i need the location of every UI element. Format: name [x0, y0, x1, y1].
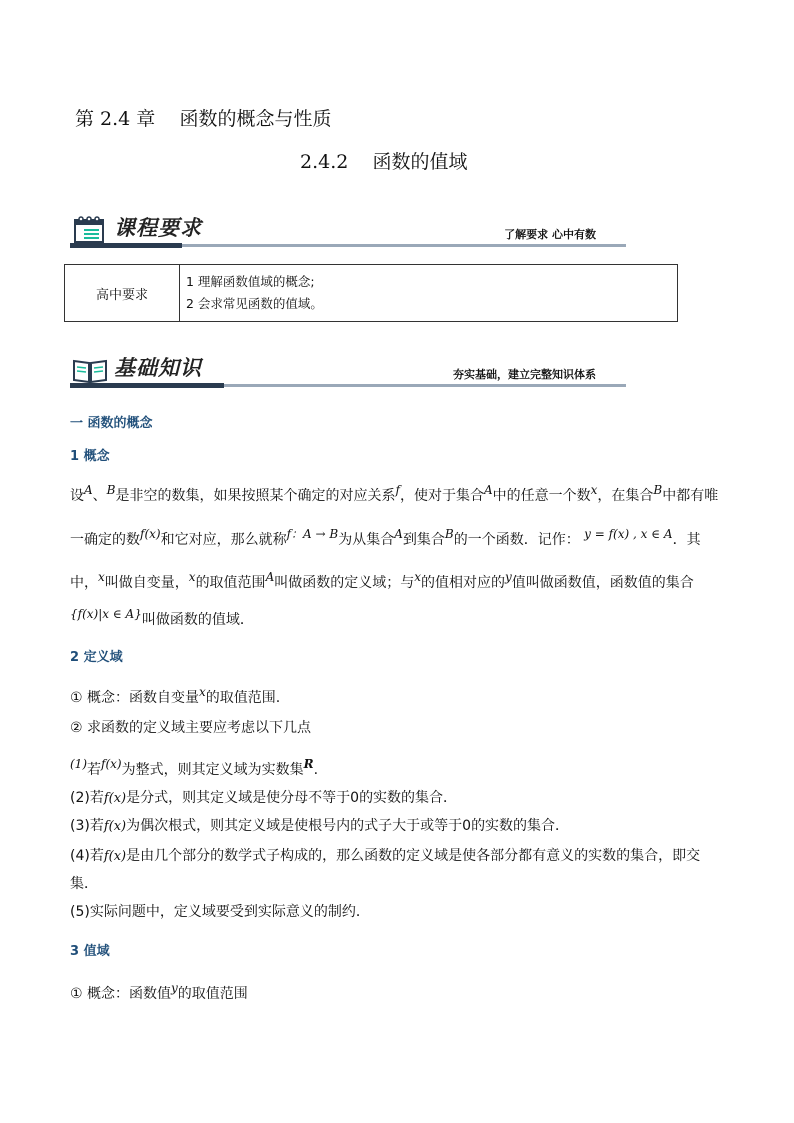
section-title: 2.4.2 函数的值域	[300, 151, 468, 173]
banner-basic-knowledge	[70, 350, 626, 392]
requirements-table	[64, 264, 678, 322]
concept-line: ① 概念：函数值y的取值范围	[70, 981, 248, 1002]
rule-item: (3)若f(x)为偶次根式，则其定义域是使根号内的式子大于或等于0的实数的集合．	[70, 818, 570, 834]
banner-course-requirements	[70, 210, 626, 252]
section-heading: 一 函数的概念	[70, 416, 153, 431]
banner-bar	[70, 383, 224, 388]
banner-slogan: 了解要求 心中有数	[504, 228, 596, 241]
chapter-title: 第 2.4 章 函数的概念与性质	[75, 108, 332, 130]
concept-line: ① 概念：函数自变量x的取值范围.	[70, 685, 281, 706]
paragraph-line: 中，x叫做自变量，x的取值范围A叫做函数的定义域；与x的值相对应的y值叫做函数值，函数值的集合	[70, 570, 694, 591]
concept-line: ② 求函数的定义域主要应考虑以下几点	[70, 720, 311, 736]
rule-item: (2)若f(x)是分式，则其定义域是使分母不等于0的实数的集合．	[70, 790, 458, 806]
rule-item: (5)实际问题中，定义域要受到实际意义的制约．	[70, 904, 370, 920]
requirement-item: 1 理解函数值域的概念;	[186, 274, 315, 289]
banner-bar-light	[224, 384, 626, 387]
requirements-label: 高中要求	[65, 265, 180, 322]
subsection-heading: 3 值域	[70, 944, 110, 959]
paragraph-line: 设A、B是非空的数集，如果按照某个确定的对应关系f，使对于集合A中的任意一个数x，在集合B中都有唯	[70, 483, 719, 504]
subsection-heading: 1 概念	[70, 449, 110, 464]
banner-slogan: 夯实基础，建立完整知识体系	[453, 368, 596, 381]
banner-title: 基础知识	[114, 356, 202, 380]
open-book-icon	[72, 356, 108, 384]
requirement-item: 2 会求常见函数的值域。	[186, 296, 323, 311]
subsection-heading: 2 定义域	[70, 650, 123, 665]
banner-bar-light	[182, 244, 626, 247]
banner-bar	[70, 243, 182, 248]
rule-item: (4)若f(x)是由几个部分的数学式子构成的，那么函数的定义域是使各部分都有意义的实数的集合，即交	[70, 848, 701, 864]
requirements-content	[180, 265, 678, 322]
notebook-icon	[72, 216, 108, 244]
rule-item-continued: 集．	[70, 876, 98, 892]
rule-item: (1)若f(x)为整式，则其定义域为实数集R.	[70, 757, 319, 778]
banner-title: 课程要求	[114, 216, 202, 240]
paragraph-line: {f(x)|x ∈ A}叫做函数的值域．	[70, 607, 254, 628]
paragraph-line: 一确定的数f(x)和它对应，那么就称f：A → B为从集合A到集合B的一个函数．记作： y = f(x) , x ∈ A．其	[70, 527, 701, 548]
